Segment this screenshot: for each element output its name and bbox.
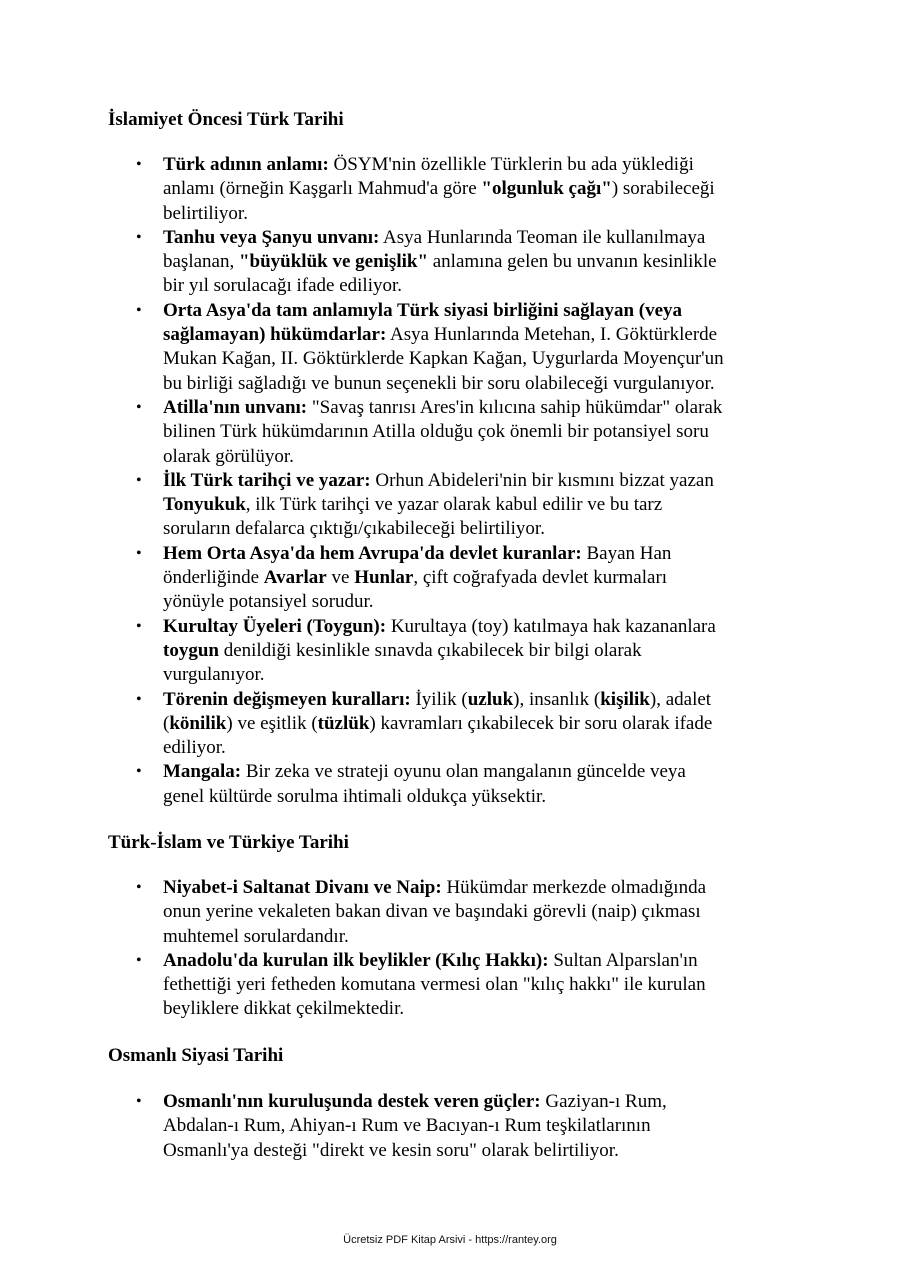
bold-text: sağlamayan) hükümdarlar: (163, 324, 387, 346)
list-item (108, 226, 808, 299)
bold-text: "büyüklük ve genişlik" (238, 251, 428, 273)
text-line (163, 445, 808, 469)
text-line (163, 639, 808, 663)
bullet-icon: • (136, 617, 142, 635)
text-line (163, 177, 808, 201)
text: Orhun Abideleri'nin bir kısmını bizzat yazan (370, 469, 714, 491)
bullet-icon: • (136, 544, 142, 562)
bullet-icon: • (136, 763, 142, 781)
text-line (163, 997, 808, 1021)
text-line (163, 949, 808, 973)
list-item (108, 469, 808, 542)
text: Bir zeka ve strateji oyunu olan mangalanın güncelde veya (241, 761, 686, 783)
text: ) kavramları çıkabilecek bir soru olarak ifade (369, 712, 713, 734)
bold-text: könilik (169, 712, 227, 734)
bold-text: "olgunluk çağı" (481, 178, 612, 200)
bold-text: Atilla'nın unvanı: (163, 396, 308, 418)
text: başlanan, (163, 251, 239, 273)
bold-text: Mangala: (163, 761, 242, 783)
bold-text: Osmanlı'nın kuruluşunda destek veren güçler: (163, 1091, 541, 1112)
text-line (163, 469, 808, 493)
text: bilinen Türk hükümdarının Atilla olduğu çok önemli bir potansiyel soru (163, 421, 709, 443)
bold-text: tüzlük (317, 712, 370, 734)
text-line (163, 1090, 808, 1114)
text-line (163, 347, 808, 371)
bullet-icon: • (136, 301, 142, 319)
section-heading: Osmanlı Siyasi Tarihi (108, 1045, 284, 1066)
text: , ilk Türk tarihçi ve yazar olarak kabul edilir ve bu tarz (245, 494, 663, 516)
text: bu birliği sağladığı ve bunun seçenekli bir soru olabileceği vurgulanıyor. (163, 372, 715, 394)
text-line (163, 615, 808, 639)
text: Asya Hunlarında Teoman ile kullanılmaya (379, 226, 706, 248)
list-item (108, 1090, 808, 1163)
text: Sultan Alparslan'ın (548, 949, 698, 971)
section-list (108, 876, 808, 1022)
bold-text: Niyabet-i Saltanat Divanı ve Naip: (163, 877, 442, 898)
text-line (163, 876, 808, 900)
text: soruların defalarca çıktığı/çıkabileceği belirtiliyor. (163, 518, 545, 540)
bold-text: kişilik (600, 688, 650, 710)
text-line (163, 590, 808, 614)
bold-text: Törenin değişmeyen kuralları: (163, 688, 411, 710)
bold-text: Tonyukuk (163, 494, 246, 516)
text: önderliğinde (163, 567, 264, 589)
bold-text: Kurultay Üyeleri (Toygun): (163, 615, 387, 637)
bold-text: Hunlar (354, 567, 414, 589)
text-line (163, 973, 808, 997)
text: ( (163, 712, 170, 734)
text-line (163, 736, 808, 760)
text: yönüyle potansiyel sorudur. (163, 591, 374, 613)
bullet-icon: • (136, 1093, 142, 1110)
text: ediliyor. (163, 737, 226, 759)
list-item (108, 396, 808, 469)
list-item (108, 299, 808, 396)
bullet-icon: • (136, 156, 142, 173)
text-line (163, 372, 808, 396)
list-item (108, 615, 808, 688)
bullet-icon: • (136, 228, 142, 246)
section-list (108, 1090, 808, 1163)
text: fethettiği yeri fetheden komutana vermesi olan "kılıç hakkı" ile kurulan (163, 974, 706, 996)
bold-text: toygun (163, 639, 219, 661)
text: ) sorabileceği (611, 178, 715, 200)
text: beyliklere dikkat çekilmektedir. (163, 998, 405, 1020)
text-line (163, 760, 808, 784)
bold-text: Türk adının anlamı: (163, 154, 329, 175)
bold-text: İlk Türk tarihçi ve yazar: (163, 469, 371, 491)
bullet-icon: • (136, 690, 142, 708)
section-heading: İslamiyet Öncesi Türk Tarihi (108, 109, 344, 130)
text-line (163, 663, 808, 687)
text-line (163, 712, 808, 736)
text-line (163, 1114, 808, 1138)
bold-text: Avarlar (263, 567, 327, 589)
bullet-icon: • (136, 398, 142, 416)
list-item (108, 876, 808, 949)
text: anlamına gelen bu unvanın kesinlikle (428, 251, 717, 273)
text-line (163, 785, 808, 809)
text: "Savaş tanrısı Ares'in kılıcına sahip hükümdar" olarak (307, 396, 723, 418)
text-line (163, 925, 808, 949)
text-line (163, 420, 808, 444)
text: onun yerine vekaleten bakan divan ve başındaki görevli (naip) çıkması (163, 901, 701, 923)
list-item (108, 153, 808, 226)
list-item (108, 760, 808, 809)
text-line (163, 202, 808, 226)
text: anlamı (örneğin Kaşgarlı Mahmud'a göre (163, 178, 482, 200)
page-footer: Ücretsiz PDF Kitap Arsivi - https://rantey.org (343, 1234, 557, 1246)
section-heading: Türk-İslam ve Türkiye Tarihi (108, 832, 349, 853)
text-line (163, 274, 808, 298)
bold-text: Hem Orta Asya'da hem Avrupa'da devlet kuranlar: (163, 542, 582, 564)
text-line (163, 226, 808, 250)
text-line (163, 153, 808, 177)
bold-text: Tanhu veya Şanyu unvanı: (163, 226, 380, 248)
list-item (108, 542, 808, 615)
text: bir yıl sorulacağı ifade ediliyor. (163, 275, 403, 297)
text: muhtemel sorulardandır. (163, 925, 349, 947)
text: Bayan Han (581, 542, 672, 564)
text: Kurultaya (toy) katılmaya hak kazananlara (386, 615, 716, 637)
text-line (163, 1139, 808, 1163)
text-line (163, 396, 808, 420)
text: Hükümdar merkezde olmadığında (441, 877, 707, 898)
list-item (108, 949, 808, 1022)
text-line (163, 900, 808, 924)
text: ) ve eşitlik ( (226, 712, 318, 734)
text: İyilik ( (410, 688, 468, 710)
text-line (163, 493, 808, 517)
text: ), adalet (649, 688, 712, 710)
text-line (163, 517, 808, 541)
text: Osmanlı'ya desteği "direkt ve kesin soru" olarak belirtiliyor. (163, 1139, 619, 1161)
text-line (163, 299, 808, 323)
text: Abdalan-ı Rum, Ahiyan-ı Rum ve Bacıyan-ı Rum teşkilatlarının (163, 1115, 651, 1137)
text: Asya Hunlarında Metehan, I. Göktürklerde (386, 324, 718, 346)
bullet-icon: • (136, 879, 142, 896)
list-item (108, 688, 808, 761)
text: belirtiliyor. (163, 202, 248, 224)
text: ve (326, 567, 355, 589)
text: denildiği kesinlikle sınavda çıkabilecek bir bilgi olarak (218, 639, 642, 661)
text: vurgulanıyor. (163, 664, 265, 686)
section-list (108, 153, 808, 809)
text: genel kültürde sorulma ihtimali oldukça yüksektir. (163, 785, 547, 807)
text: , çift coğrafyada devlet kurmaları (413, 567, 668, 589)
text-line (163, 250, 808, 274)
text: ÖSYM'nin özellikle Türklerin bu ada yüklediği (328, 154, 694, 175)
bold-text: Orta Asya'da tam anlamıyla Türk siyasi birliğini sağlayan (veya (163, 299, 683, 321)
text: Mukan Kağan, II. Göktürklerde Kapkan Kağan, Uygurlarda Moyençur'un (163, 348, 724, 370)
bold-text: Anadolu'da kurulan ilk beylikler (Kılıç Hakkı): (163, 949, 549, 971)
text-line (163, 323, 808, 347)
text-line (163, 566, 808, 590)
text: Gaziyan-ı Rum, (540, 1091, 667, 1112)
text-line (163, 542, 808, 566)
bullet-icon: • (136, 471, 142, 489)
bullet-icon: • (136, 951, 142, 969)
text-line (163, 688, 808, 712)
text: ), insanlık ( (513, 688, 601, 710)
bold-text: uzluk (467, 688, 514, 710)
text: olarak görülüyor. (163, 445, 294, 467)
